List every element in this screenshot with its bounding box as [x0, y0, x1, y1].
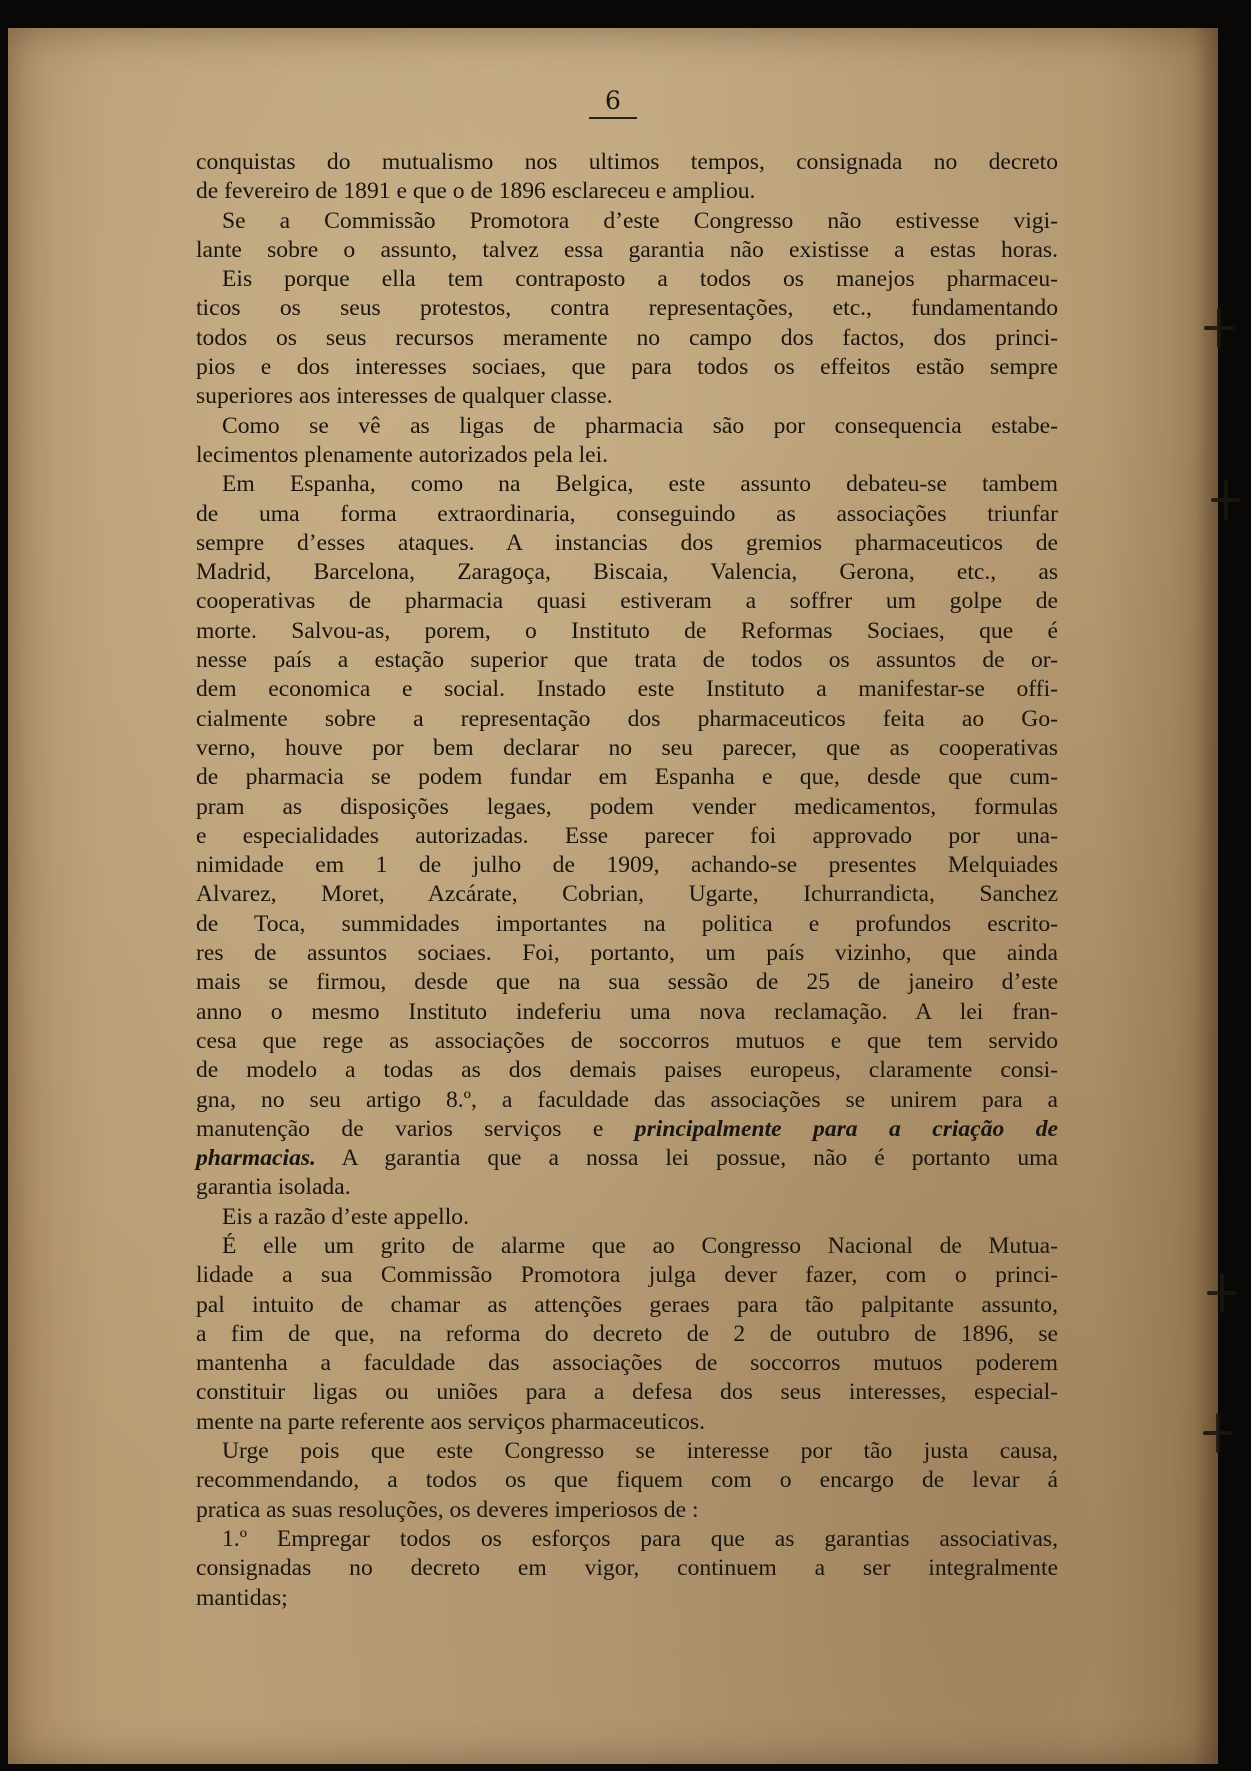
line-text: a fim de que, na reforma do decreto de 2 de outubro de 1896, se — [196, 1320, 1058, 1347]
text-line — [196, 1378, 1058, 1407]
line-text: res de assuntos sociaes. Foi, portanto, um país vizinho, que ainda — [196, 940, 1058, 967]
text-line — [196, 617, 1058, 646]
text-line — [196, 324, 1058, 353]
line-text: lecimentos plenamente autorizados pela lei. — [196, 441, 609, 468]
line-text: recommendando, a todos os que fiquem com o encargo de levar á — [196, 1467, 1058, 1494]
line-text: mantidas; — [196, 1584, 288, 1611]
text-line — [196, 1584, 1058, 1613]
text-line — [196, 1056, 1058, 1085]
line-text: conquistas do mutualismo nos ultimos tempos, consignada no decreto — [196, 149, 1058, 175]
text-line — [196, 587, 1058, 616]
line-text: de fevereiro de 1891 e que o de 1896 esclareceu e ampliou. — [196, 178, 756, 205]
line-text: pios e dos interesses sociaes, que para todos os effeitos estão sempre — [196, 354, 1058, 381]
line-text: Eis a razão d’este appello. — [222, 1203, 469, 1230]
line-text: constituir ligas ou uniões para a defesa dos seus interesses, especial- — [196, 1379, 1058, 1406]
text-line — [196, 1261, 1058, 1290]
text-line — [196, 822, 1058, 851]
binding-mark — [1204, 308, 1234, 348]
line-text: superiores aos interesses de qualquer classe. — [196, 383, 613, 410]
text-line — [196, 558, 1058, 587]
text-line — [196, 1027, 1058, 1056]
scanned-page — [8, 28, 1218, 1764]
line-text: sempre d’esses ataques. A instancias dos gremios pharmaceuticos de — [196, 529, 1058, 556]
line-text: mais se firmou, desde que na sua sessão de 25 de janeiro d’este — [196, 969, 1058, 996]
line-text: de uma forma extraordinaria, conseguindo as associações triunfar — [196, 500, 1058, 527]
text-line — [196, 1320, 1058, 1349]
binding-mark — [1203, 1413, 1233, 1453]
line-text: consignadas no decreto em vigor, continuem a ser integralmente — [196, 1555, 1058, 1582]
line-text: 1.º Empregar todos os esforços para que as garantias associativas, — [222, 1525, 1058, 1552]
line-text: pratica as suas resoluções, os deveres imperiosos de : — [196, 1496, 699, 1523]
page-number: 6 — [8, 86, 1218, 119]
line-text: mantenha a faculdade das associações de soccorros mutuos poderem — [196, 1350, 1058, 1377]
text-line — [196, 1525, 1058, 1554]
text-line — [196, 207, 1058, 236]
text-line — [196, 177, 1058, 206]
line-text: verno, houve por bem declarar no seu parecer, que as cooperativas — [196, 734, 1058, 761]
text-line — [196, 236, 1058, 265]
body-text — [196, 148, 1058, 1613]
line-text: lidade a sua Commissão Promotora julga dever fazer, com o princi- — [196, 1262, 1058, 1289]
text-line — [196, 1349, 1058, 1378]
line-text: ticos os seus protestos, contra representações, etc., fundamentando — [196, 295, 1058, 322]
line-text: dem economica e social. Instado este Instituto a manifestar-se offi- — [196, 676, 1058, 703]
line-text: de Toca, summidades importantes na politica e profundos escrito- — [196, 910, 1058, 937]
line-text: lante sobre o assunto, talvez essa garantia não existisse a estas horas. — [196, 236, 1058, 263]
line-text: Como se vê as ligas de pharmacia são por consequencia estabe- — [222, 412, 1058, 439]
text-line — [196, 470, 1058, 499]
text-line — [196, 1232, 1058, 1261]
line-text: nimidade em 1 de julho de 1909, achando-se presentes Melquiades — [196, 852, 1058, 879]
text-line — [196, 1115, 1058, 1144]
text-line — [196, 1496, 1058, 1525]
text-line — [196, 793, 1058, 822]
line-text: Se a Commissão Promotora d’este Congresso não estivesse vigi- — [222, 207, 1058, 234]
text-line — [196, 265, 1058, 294]
text-line — [196, 1144, 1058, 1173]
line-text: A garantia que a nossa lei possue, não é portanto uma — [341, 1145, 1058, 1172]
text-line — [196, 1086, 1058, 1115]
line-text: Alvarez, Moret, Azcárate, Cobrian, Ugarte, Ichurrandicta, Sanchez — [196, 881, 1058, 908]
line-text: pram as disposições legaes, podem vender medicamentos, formulas — [196, 793, 1058, 820]
line-text: Urge pois que este Congresso se interesse por tão justa causa, — [222, 1438, 1058, 1465]
text-line — [196, 646, 1058, 675]
line-text: pal intuito de chamar as attenções geraes para tão palpitante assunto, — [196, 1291, 1058, 1318]
line-text: cooperativas de pharmacia quasi estiveram a soffrer um golpe de — [196, 588, 1058, 615]
text-line — [196, 1203, 1058, 1232]
line-text: Em Espanha, como na Belgica, este assunto debateu-se tambem — [222, 471, 1058, 498]
line-text: de pharmacia se podem fundar em Espanha e que, desde que cum- — [196, 764, 1058, 791]
line-text: anno o mesmo Instituto indeferiu uma nova reclamação. A lei fran- — [196, 998, 1058, 1025]
text-line — [196, 1173, 1058, 1202]
text-line — [196, 1291, 1058, 1320]
text-line — [196, 412, 1058, 441]
binding-mark — [1211, 480, 1241, 520]
text-line — [196, 763, 1058, 792]
line-text: mente na parte referente aos serviços pharmaceuticos. — [196, 1408, 705, 1435]
text-line — [196, 910, 1058, 939]
text-line — [196, 294, 1058, 323]
line-text: nesse país a estação superior que trata de todos os assuntos de or- — [196, 647, 1058, 674]
text-line — [196, 148, 1058, 177]
binding-mark — [1207, 1273, 1237, 1313]
emphasis-text: pharmacias. — [196, 1145, 316, 1172]
text-line — [196, 939, 1058, 968]
text-line — [196, 1437, 1058, 1466]
line-text: cialmente sobre a representação dos pharmaceuticos feita ao Go- — [196, 705, 1058, 732]
text-line — [196, 382, 1058, 411]
text-line — [196, 705, 1058, 734]
text-line — [196, 441, 1058, 470]
line-text: gna, no seu artigo 8.º, a faculdade das associações se unirem para a — [196, 1086, 1058, 1113]
text-line — [196, 880, 1058, 909]
line-text: Madrid, Barcelona, Zaragoça, Biscaia, Valencia, Gerona, etc., as — [196, 559, 1058, 586]
line-text: manutenção de varios serviços e — [196, 1115, 604, 1142]
text-line — [196, 529, 1058, 558]
text-line — [196, 353, 1058, 382]
text-line — [196, 500, 1058, 529]
text-line — [196, 675, 1058, 704]
line-text: todos os seus recursos meramente no campo dos factos, dos princi- — [196, 324, 1058, 351]
line-text: garantia isolada. — [196, 1174, 351, 1201]
line-text: Eis porque ella tem contraposto a todos os manejos pharmaceu- — [222, 266, 1058, 293]
line-text: cesa que rege as associações de soccorros mutuos e que tem servido — [196, 1027, 1058, 1054]
text-line — [196, 734, 1058, 763]
text-line — [196, 1408, 1058, 1437]
text-line — [196, 998, 1058, 1027]
line-text: É elle um grito de alarme que ao Congresso Nacional de Mutua- — [222, 1232, 1058, 1259]
text-line — [196, 1554, 1058, 1583]
text-line — [196, 968, 1058, 997]
line-text: morte. Salvou-as, porem, o Instituto de Reformas Sociaes, que é — [196, 617, 1058, 644]
line-text: de modelo a todas as dos demais paises europeus, claramente consi- — [196, 1057, 1058, 1084]
text-line — [196, 1466, 1058, 1495]
text-line — [196, 851, 1058, 880]
line-text: e especialidades autorizadas. Esse parecer foi approvado por una- — [196, 822, 1058, 849]
emphasis-text: principalmente para a criação de — [634, 1115, 1058, 1142]
